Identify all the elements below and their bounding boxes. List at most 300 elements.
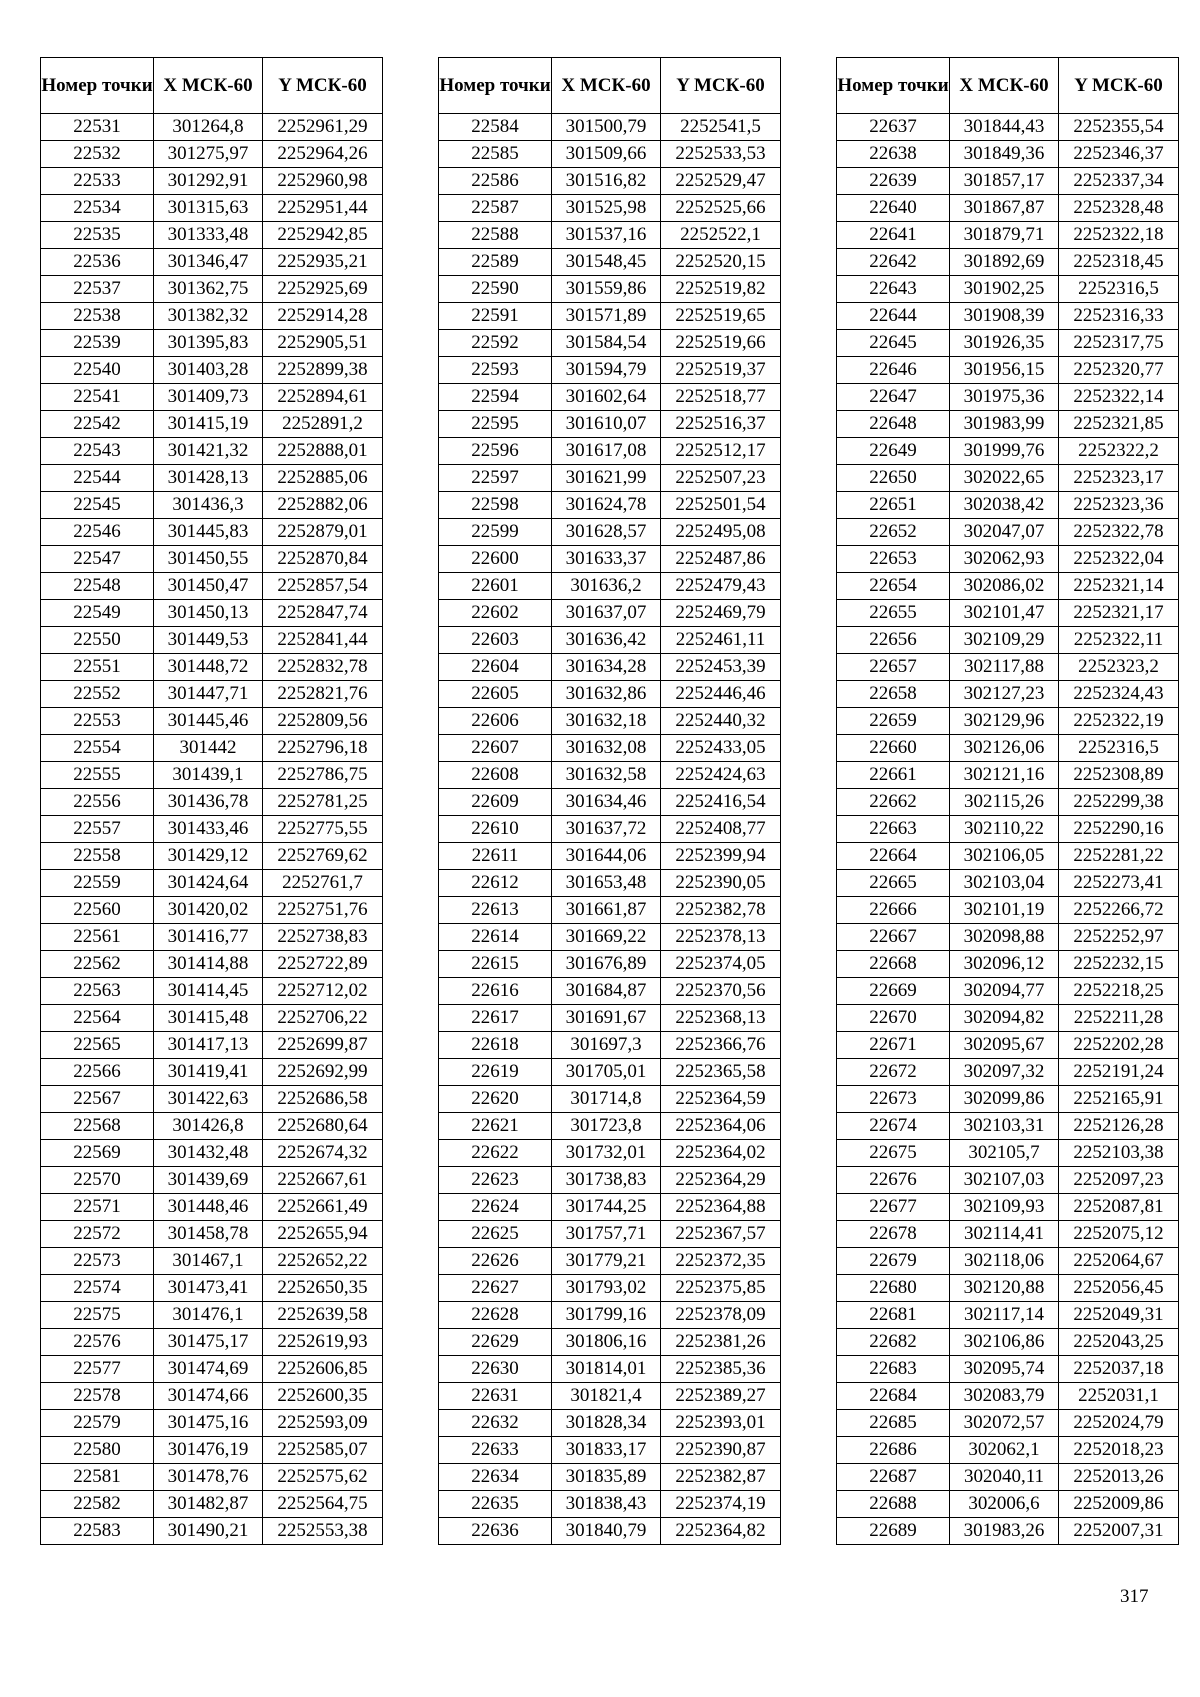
x-coordinate-cell: 302095,67: [950, 1032, 1059, 1059]
x-coordinate-cell: 301315,63: [154, 195, 263, 222]
x-coordinate-cell: 301474,66: [154, 1383, 263, 1410]
point-number-cell: 22578: [41, 1383, 154, 1410]
table-row: [41, 1410, 383, 1437]
point-number-cell: 22569: [41, 1140, 154, 1167]
point-number-cell: 22632: [439, 1410, 552, 1437]
point-number-cell: 22551: [41, 654, 154, 681]
x-coordinate-cell: 301500,79: [552, 114, 661, 141]
x-coordinate-cell: 302101,47: [950, 600, 1059, 627]
x-coordinate-cell: 301634,28: [552, 654, 661, 681]
table-row: [837, 1518, 1179, 1545]
point-number-cell: 22683: [837, 1356, 950, 1383]
table-row: [439, 1221, 781, 1248]
x-coordinate-cell: 301602,64: [552, 384, 661, 411]
y-coordinate-cell: 2252165,91: [1059, 1086, 1179, 1113]
y-coordinate-cell: 2252925,69: [263, 276, 383, 303]
x-coordinate-cell: 301450,13: [154, 600, 263, 627]
point-number-cell: 22685: [837, 1410, 950, 1437]
header-x-coordinate: X МСК-60: [552, 58, 661, 114]
y-coordinate-cell: 2252043,25: [1059, 1329, 1179, 1356]
y-coordinate-cell: 2252232,15: [1059, 951, 1179, 978]
table-row: [439, 1410, 781, 1437]
point-number-cell: 22650: [837, 465, 950, 492]
y-coordinate-cell: 2252382,78: [661, 897, 781, 924]
y-coordinate-cell: 2252378,09: [661, 1302, 781, 1329]
y-coordinate-cell: 2252364,88: [661, 1194, 781, 1221]
y-coordinate-cell: 2252364,59: [661, 1086, 781, 1113]
point-number-cell: 22655: [837, 600, 950, 627]
y-coordinate-cell: 2252322,2: [1059, 438, 1179, 465]
y-coordinate-cell: 2252367,57: [661, 1221, 781, 1248]
y-coordinate-cell: 2252364,82: [661, 1518, 781, 1545]
table-row: [439, 789, 781, 816]
table-row: [41, 465, 383, 492]
x-coordinate-cell: 301548,45: [552, 249, 661, 276]
x-coordinate-cell: 301362,75: [154, 276, 263, 303]
table-row: [837, 1167, 1179, 1194]
x-coordinate-cell: 301849,36: [950, 141, 1059, 168]
table-row: [837, 573, 1179, 600]
table-row: [41, 924, 383, 951]
x-coordinate-cell: 301571,89: [552, 303, 661, 330]
point-number-cell: 22657: [837, 654, 950, 681]
table-row: [439, 627, 781, 654]
point-number-cell: 22669: [837, 978, 950, 1005]
y-coordinate-cell: 2252299,38: [1059, 789, 1179, 816]
x-coordinate-cell: 301414,45: [154, 978, 263, 1005]
point-number-cell: 22628: [439, 1302, 552, 1329]
x-coordinate-cell: 301676,89: [552, 951, 661, 978]
y-coordinate-cell: 2252832,78: [263, 654, 383, 681]
y-coordinate-cell: 2252317,75: [1059, 330, 1179, 357]
point-number-cell: 22633: [439, 1437, 552, 1464]
y-coordinate-cell: 2252857,54: [263, 573, 383, 600]
y-coordinate-cell: 2252674,32: [263, 1140, 383, 1167]
x-coordinate-cell: 301732,01: [552, 1140, 661, 1167]
table-row: [41, 1167, 383, 1194]
y-coordinate-cell: 2252619,93: [263, 1329, 383, 1356]
point-number-cell: 22595: [439, 411, 552, 438]
point-number-cell: 22564: [41, 1005, 154, 1032]
point-number-cell: 22583: [41, 1518, 154, 1545]
x-coordinate-cell: 301426,8: [154, 1113, 263, 1140]
point-number-cell: 22590: [439, 276, 552, 303]
point-number-cell: 22646: [837, 357, 950, 384]
y-coordinate-cell: 2252518,77: [661, 384, 781, 411]
table-row: [41, 1356, 383, 1383]
x-coordinate-cell: 301445,83: [154, 519, 263, 546]
x-coordinate-cell: 302115,26: [950, 789, 1059, 816]
x-coordinate-cell: 301439,69: [154, 1167, 263, 1194]
y-coordinate-cell: 2252322,19: [1059, 708, 1179, 735]
table-row: [41, 1518, 383, 1545]
x-coordinate-cell: 302083,79: [950, 1383, 1059, 1410]
table-row: [41, 519, 383, 546]
y-coordinate-cell: 2252960,98: [263, 168, 383, 195]
point-number-cell: 22671: [837, 1032, 950, 1059]
point-number-cell: 22676: [837, 1167, 950, 1194]
y-coordinate-cell: 2252399,94: [661, 843, 781, 870]
x-coordinate-cell: 302099,86: [950, 1086, 1059, 1113]
point-number-cell: 22678: [837, 1221, 950, 1248]
x-coordinate-cell: 301691,67: [552, 1005, 661, 1032]
y-coordinate-cell: 2252650,35: [263, 1275, 383, 1302]
table-row: [41, 978, 383, 1005]
point-number-cell: 22533: [41, 168, 154, 195]
x-coordinate-cell: 302129,96: [950, 708, 1059, 735]
x-coordinate-cell: 301420,02: [154, 897, 263, 924]
table-row: [41, 1329, 383, 1356]
y-coordinate-cell: 2252519,65: [661, 303, 781, 330]
table-row: [41, 330, 383, 357]
x-coordinate-cell: 301684,87: [552, 978, 661, 1005]
y-coordinate-cell: 2252600,35: [263, 1383, 383, 1410]
point-number-cell: 22659: [837, 708, 950, 735]
point-number-cell: 22541: [41, 384, 154, 411]
table-row: [837, 1005, 1179, 1032]
x-coordinate-cell: 301632,08: [552, 735, 661, 762]
point-number-cell: 22601: [439, 573, 552, 600]
table-row: [41, 249, 383, 276]
point-number-cell: 22562: [41, 951, 154, 978]
table-row: [439, 600, 781, 627]
y-coordinate-cell: 2252056,45: [1059, 1275, 1179, 1302]
y-coordinate-cell: 2252661,49: [263, 1194, 383, 1221]
point-number-cell: 22687: [837, 1464, 950, 1491]
point-number-cell: 22586: [439, 168, 552, 195]
x-coordinate-cell: 301421,32: [154, 438, 263, 465]
x-coordinate-cell: 302094,77: [950, 978, 1059, 1005]
x-coordinate-cell: 301705,01: [552, 1059, 661, 1086]
point-number-cell: 22688: [837, 1491, 950, 1518]
table-row: [439, 438, 781, 465]
point-number-cell: 22560: [41, 897, 154, 924]
y-coordinate-cell: 2252519,37: [661, 357, 781, 384]
point-number-cell: 22609: [439, 789, 552, 816]
y-coordinate-cell: 2252655,94: [263, 1221, 383, 1248]
x-coordinate-cell: 301821,4: [552, 1383, 661, 1410]
y-coordinate-cell: 2252364,06: [661, 1113, 781, 1140]
table-row: [837, 1302, 1179, 1329]
table-row: [837, 438, 1179, 465]
point-number-cell: 22634: [439, 1464, 552, 1491]
table-row: [837, 1140, 1179, 1167]
x-coordinate-cell: 301445,46: [154, 708, 263, 735]
y-coordinate-cell: 2252712,02: [263, 978, 383, 1005]
table-row: [837, 492, 1179, 519]
coordinate-table-1: [40, 57, 383, 1545]
y-coordinate-cell: 2252751,76: [263, 897, 383, 924]
y-coordinate-cell: 2252378,13: [661, 924, 781, 951]
y-coordinate-cell: 2252507,23: [661, 465, 781, 492]
table-row: [439, 1356, 781, 1383]
table-row: [41, 1059, 383, 1086]
y-coordinate-cell: 2252390,05: [661, 870, 781, 897]
y-coordinate-cell: 2252385,36: [661, 1356, 781, 1383]
point-number-cell: 22612: [439, 870, 552, 897]
x-coordinate-cell: 301346,47: [154, 249, 263, 276]
table-row: [41, 1464, 383, 1491]
table-row: [439, 141, 781, 168]
y-coordinate-cell: 2252322,14: [1059, 384, 1179, 411]
x-coordinate-cell: 302126,06: [950, 735, 1059, 762]
table-row: [837, 465, 1179, 492]
point-number-cell: 22608: [439, 762, 552, 789]
y-coordinate-cell: 2252879,01: [263, 519, 383, 546]
table-row: [439, 1383, 781, 1410]
table-row: [837, 708, 1179, 735]
table-row: [837, 195, 1179, 222]
x-coordinate-cell: 301838,43: [552, 1491, 661, 1518]
x-coordinate-cell: 301697,3: [552, 1032, 661, 1059]
table-row: [41, 114, 383, 141]
table-row: [41, 1437, 383, 1464]
table-row: [439, 1464, 781, 1491]
table-row: [439, 330, 781, 357]
table-row: [837, 303, 1179, 330]
x-coordinate-cell: 301637,07: [552, 600, 661, 627]
point-number-cell: 22668: [837, 951, 950, 978]
x-coordinate-cell: 301835,89: [552, 1464, 661, 1491]
header-x-coordinate: X МСК-60: [154, 58, 263, 114]
point-number-cell: 22672: [837, 1059, 950, 1086]
header-point-number: Номер точки: [41, 58, 154, 114]
point-number-cell: 22605: [439, 681, 552, 708]
y-coordinate-cell: 2252013,26: [1059, 1464, 1179, 1491]
y-coordinate-cell: 2252370,56: [661, 978, 781, 1005]
y-coordinate-cell: 2252487,86: [661, 546, 781, 573]
point-number-cell: 22544: [41, 465, 154, 492]
point-number-cell: 22640: [837, 195, 950, 222]
x-coordinate-cell: 301621,99: [552, 465, 661, 492]
x-coordinate-cell: 301264,8: [154, 114, 263, 141]
y-coordinate-cell: 2252037,18: [1059, 1356, 1179, 1383]
y-coordinate-cell: 2252337,34: [1059, 168, 1179, 195]
point-number-cell: 22686: [837, 1437, 950, 1464]
point-number-cell: 22670: [837, 1005, 950, 1032]
table-row: [837, 1356, 1179, 1383]
x-coordinate-cell: 301476,1: [154, 1302, 263, 1329]
table-row: [41, 870, 383, 897]
x-coordinate-cell: 301419,41: [154, 1059, 263, 1086]
table-row: [41, 546, 383, 573]
header-y-coordinate: Y МСК-60: [1059, 58, 1179, 114]
x-coordinate-cell: 301275,97: [154, 141, 263, 168]
point-number-cell: 22635: [439, 1491, 552, 1518]
table-row: [837, 951, 1179, 978]
point-number-cell: 22643: [837, 276, 950, 303]
table-row: [439, 384, 781, 411]
point-number-cell: 22599: [439, 519, 552, 546]
x-coordinate-cell: 301474,69: [154, 1356, 263, 1383]
x-coordinate-cell: 301292,91: [154, 168, 263, 195]
point-number-cell: 22573: [41, 1248, 154, 1275]
y-coordinate-cell: 2252722,89: [263, 951, 383, 978]
table-header-row: [41, 58, 383, 114]
point-number-cell: 22600: [439, 546, 552, 573]
table-row: [837, 1032, 1179, 1059]
table-row: [837, 357, 1179, 384]
table-row: [837, 411, 1179, 438]
table-row: [837, 762, 1179, 789]
table-row: [41, 276, 383, 303]
table-row: [837, 1437, 1179, 1464]
y-coordinate-cell: 2252914,28: [263, 303, 383, 330]
x-coordinate-cell: 301447,71: [154, 681, 263, 708]
x-coordinate-cell: 302098,88: [950, 924, 1059, 951]
point-number-cell: 22543: [41, 438, 154, 465]
y-coordinate-cell: 2252564,75: [263, 1491, 383, 1518]
point-number-cell: 22549: [41, 600, 154, 627]
y-coordinate-cell: 2252479,43: [661, 573, 781, 600]
point-number-cell: 22598: [439, 492, 552, 519]
x-coordinate-cell: 301806,16: [552, 1329, 661, 1356]
table-row: [439, 951, 781, 978]
y-coordinate-cell: 2252316,33: [1059, 303, 1179, 330]
point-number-cell: 22629: [439, 1329, 552, 1356]
x-coordinate-cell: 302086,02: [950, 573, 1059, 600]
point-number-cell: 22617: [439, 1005, 552, 1032]
table-row: [41, 1194, 383, 1221]
point-number-cell: 22652: [837, 519, 950, 546]
y-coordinate-cell: 2252290,16: [1059, 816, 1179, 843]
point-number-cell: 22614: [439, 924, 552, 951]
table-row: [41, 654, 383, 681]
table-row: [837, 1086, 1179, 1113]
y-coordinate-cell: 2252692,99: [263, 1059, 383, 1086]
header-point-number: Номер точки: [439, 58, 552, 114]
x-coordinate-cell: 301490,21: [154, 1518, 263, 1545]
table-row: [439, 1329, 781, 1356]
point-number-cell: 22630: [439, 1356, 552, 1383]
table-row: [837, 816, 1179, 843]
y-coordinate-cell: 2252738,83: [263, 924, 383, 951]
x-coordinate-cell: 301892,69: [950, 249, 1059, 276]
table-row: [837, 141, 1179, 168]
table-row: [439, 816, 781, 843]
x-coordinate-cell: 301634,46: [552, 789, 661, 816]
y-coordinate-cell: 2252453,39: [661, 654, 781, 681]
y-coordinate-cell: 2252841,44: [263, 627, 383, 654]
table-row: [439, 1302, 781, 1329]
y-coordinate-cell: 2252266,72: [1059, 897, 1179, 924]
point-number-cell: 22613: [439, 897, 552, 924]
x-coordinate-cell: 301744,25: [552, 1194, 661, 1221]
y-coordinate-cell: 2252103,38: [1059, 1140, 1179, 1167]
table-row: [439, 843, 781, 870]
table-row: [837, 1410, 1179, 1437]
coordinate-table-3: [836, 57, 1179, 1545]
table-header-row: [837, 58, 1179, 114]
point-number-cell: 22631: [439, 1383, 552, 1410]
y-coordinate-cell: 2252894,61: [263, 384, 383, 411]
x-coordinate-cell: 301414,88: [154, 951, 263, 978]
x-coordinate-cell: 301594,79: [552, 357, 661, 384]
x-coordinate-cell: 302118,06: [950, 1248, 1059, 1275]
table-row: [41, 573, 383, 600]
x-coordinate-cell: 301428,13: [154, 465, 263, 492]
x-coordinate-cell: 301653,48: [552, 870, 661, 897]
y-coordinate-cell: 2252191,24: [1059, 1059, 1179, 1086]
y-coordinate-cell: 2252324,43: [1059, 681, 1179, 708]
table-row: [837, 870, 1179, 897]
point-number-cell: 22623: [439, 1167, 552, 1194]
y-coordinate-cell: 2252606,85: [263, 1356, 383, 1383]
y-coordinate-cell: 2252885,06: [263, 465, 383, 492]
point-number-cell: 22568: [41, 1113, 154, 1140]
table-row: [41, 1005, 383, 1032]
y-coordinate-cell: 2252355,54: [1059, 114, 1179, 141]
table-row: [837, 330, 1179, 357]
y-coordinate-cell: 2252364,29: [661, 1167, 781, 1194]
y-coordinate-cell: 2252964,26: [263, 141, 383, 168]
y-coordinate-cell: 2252529,47: [661, 168, 781, 195]
point-number-cell: 22653: [837, 546, 950, 573]
page-number: 317: [1120, 1586, 1149, 1607]
table-row: [41, 1032, 383, 1059]
table-row: [837, 276, 1179, 303]
point-number-cell: 22557: [41, 816, 154, 843]
x-coordinate-cell: 301525,98: [552, 195, 661, 222]
y-coordinate-cell: 2252870,84: [263, 546, 383, 573]
x-coordinate-cell: 302103,04: [950, 870, 1059, 897]
x-coordinate-cell: 301584,54: [552, 330, 661, 357]
table-row: [837, 384, 1179, 411]
y-coordinate-cell: 2252424,63: [661, 762, 781, 789]
table-row: [439, 762, 781, 789]
table-row: [837, 789, 1179, 816]
y-coordinate-cell: 2252519,82: [661, 276, 781, 303]
x-coordinate-cell: 301908,39: [950, 303, 1059, 330]
table-row: [41, 681, 383, 708]
table-row: [837, 1248, 1179, 1275]
x-coordinate-cell: 301442: [154, 735, 263, 762]
point-number-cell: 22561: [41, 924, 154, 951]
point-number-cell: 22538: [41, 303, 154, 330]
table-row: [439, 1005, 781, 1032]
x-coordinate-cell: 301450,47: [154, 573, 263, 600]
y-coordinate-cell: 2252882,06: [263, 492, 383, 519]
table-row: [439, 1167, 781, 1194]
table-row: [41, 1086, 383, 1113]
point-number-cell: 22661: [837, 762, 950, 789]
x-coordinate-cell: 302095,74: [950, 1356, 1059, 1383]
y-coordinate-cell: 2252585,07: [263, 1437, 383, 1464]
table-row: [837, 627, 1179, 654]
table-row: [439, 114, 781, 141]
point-number-cell: 22597: [439, 465, 552, 492]
table-header-row: [439, 58, 781, 114]
y-coordinate-cell: 2252389,27: [661, 1383, 781, 1410]
y-coordinate-cell: 2252888,01: [263, 438, 383, 465]
table-row: [439, 249, 781, 276]
y-coordinate-cell: 2252680,64: [263, 1113, 383, 1140]
x-coordinate-cell: 301416,77: [154, 924, 263, 951]
y-coordinate-cell: 2252007,31: [1059, 1518, 1179, 1545]
point-number-cell: 22626: [439, 1248, 552, 1275]
x-coordinate-cell: 302072,57: [950, 1410, 1059, 1437]
point-number-cell: 22584: [439, 114, 552, 141]
x-coordinate-cell: 302006,6: [950, 1491, 1059, 1518]
point-number-cell: 22654: [837, 573, 950, 600]
x-coordinate-cell: 301432,48: [154, 1140, 263, 1167]
point-number-cell: 22682: [837, 1329, 950, 1356]
table-row: [439, 519, 781, 546]
x-coordinate-cell: 301382,32: [154, 303, 263, 330]
x-coordinate-cell: 301833,17: [552, 1437, 661, 1464]
x-coordinate-cell: 301429,12: [154, 843, 263, 870]
point-number-cell: 22565: [41, 1032, 154, 1059]
